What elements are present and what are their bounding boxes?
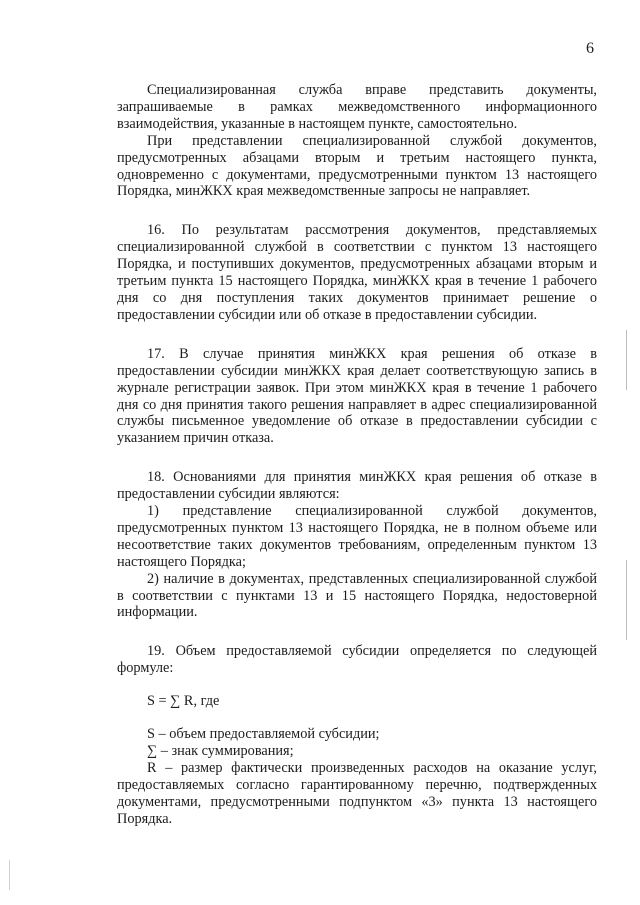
definition-sum: ∑ – знак суммирования;	[147, 743, 294, 759]
subsidy-formula: S = ∑ R, где	[147, 693, 220, 710]
paragraph-no-requests: При представлении специализированной службой документов, предусмотренных абзацами вторым и третьим настоящего пункта, одновременно с документами, предусмотренными пунктом 13 настоящего Порядка, минЖКХ края межведомственные запросы не направляет.	[117, 132, 597, 200]
paragraph-17: 17. В случае принятия минЖКХ края решения об отказе в предоставлении субсидии минЖКХ края делает соответствующую запись в журнале регистрации заявок. При этом минЖКХ края в течение 1 рабочего дня со дня принятия такого решения направляет в адрес специализированной службы письменное уведомление об отказе в предоставлении субсидии с указанием причин отказа.	[117, 345, 597, 447]
paragraph-19: 19. Объем предоставляемой субсидии определяется по следующей формуле:	[117, 643, 597, 677]
paragraph-18: 18. Основаниями для принятия минЖКХ края решения об отказе в предоставлении субсидии являются:	[117, 469, 597, 503]
definition-r: R – размер фактически произведенных расходов на оказание услуг, предоставляемых согласно гарантированному перечню, подтвержденных документами, предусмотренными подпунктом «3» пункта 13 настоящего Порядка.	[117, 759, 597, 827]
paragraph-16: 16. По результатам рассмотрения документов, представляемых специализированной службой в соответствии с пунктом 13 настоящего Порядка, и поступивших документов, предусмотренных абзацами вторым и третьим пункта 15 настоящего Порядка, минЖКХ края в течение 1 рабочего дня со дня поступления таких документов принимает решение о предоставлении субсидии или об отказе в предоставлении субсидии.	[117, 222, 597, 323]
scan-edge-mark	[626, 330, 627, 390]
paragraph-18-item-1: 1) представление специализированной службой документов, предусмотренных пунктом 13 настоящего Порядка, не в полном объеме или несоответствие таких документов требованиям, определенным пунктом 13 настоящего Порядка;	[117, 503, 597, 570]
page-number: 6	[586, 40, 594, 57]
definition-s: S – объем предоставляемой субсидии;	[147, 726, 380, 743]
document-body	[117, 82, 597, 828]
scan-edge-mark	[626, 560, 627, 640]
paragraph-submit-documents: Специализированная служба вправе представить документы, запрашиваемые в рамках межведомственного информационного взаимодействия, указанные в настоящем пункте, самостоятельно.	[117, 82, 597, 132]
paragraph-18-item-2: 2) наличие в документах, представленных специализированной службой в соответствии с пунктами 13 и 15 настоящего Порядка, недостоверной информации.	[117, 570, 597, 621]
scan-edge-mark	[9, 860, 10, 890]
